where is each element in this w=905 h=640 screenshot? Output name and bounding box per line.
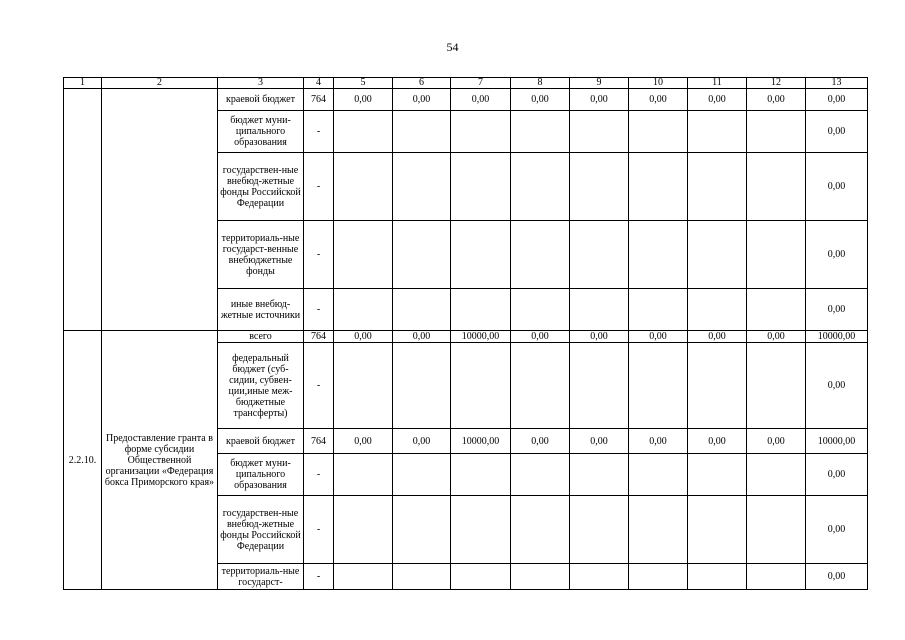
amount-cell: 0,00	[570, 89, 629, 111]
amount-cell	[688, 153, 747, 221]
amount-cell: 0,00	[511, 331, 570, 343]
amount-cell	[451, 221, 511, 289]
table-row	[64, 89, 868, 111]
amount-cell	[451, 153, 511, 221]
amount-cell	[334, 343, 393, 429]
amount-cell: 0,00	[806, 89, 868, 111]
column-number-row	[64, 78, 868, 89]
code-cell: -	[304, 564, 334, 590]
amount-cell	[511, 454, 570, 496]
column-number-header: 2	[102, 78, 218, 89]
amount-cell	[747, 221, 806, 289]
amount-cell: 0,00	[334, 429, 393, 454]
amount-cell	[570, 221, 629, 289]
amount-cell	[570, 153, 629, 221]
column-number-header: 4	[304, 78, 334, 89]
amount-cell	[511, 496, 570, 564]
funding-source-cell: всего	[218, 331, 304, 343]
amount-cell	[393, 564, 451, 590]
amount-cell	[393, 111, 451, 153]
item-name-cell: Предоставление гранта в форме субсидии Общественной организации «Федерация бокса Приморского края»	[102, 331, 218, 590]
amount-cell: 0,00	[688, 89, 747, 111]
amount-cell	[334, 454, 393, 496]
amount-cell: 0,00	[806, 496, 868, 564]
amount-cell	[451, 496, 511, 564]
funding-source-cell: территориаль-ные государст-венные внебюджетные фонды	[218, 221, 304, 289]
amount-cell	[334, 153, 393, 221]
amount-cell	[511, 343, 570, 429]
amount-cell	[334, 564, 393, 590]
amount-cell	[747, 111, 806, 153]
item-number-cell: 2.2.10.	[64, 331, 102, 590]
funding-source-cell: иные внебюд-жетные источники	[218, 289, 304, 331]
column-number-header: 9	[570, 78, 629, 89]
funding-source-cell: краевой бюджет	[218, 89, 304, 111]
amount-cell: 0,00	[747, 429, 806, 454]
column-number-header: 11	[688, 78, 747, 89]
amount-cell	[570, 111, 629, 153]
amount-cell	[629, 454, 688, 496]
item-name-cell	[102, 89, 218, 331]
amount-cell	[688, 454, 747, 496]
amount-cell	[451, 564, 511, 590]
amount-cell: 0,00	[806, 289, 868, 331]
column-number-header: 12	[747, 78, 806, 89]
budget-table	[63, 77, 868, 590]
amount-cell	[511, 221, 570, 289]
amount-cell: 0,00	[570, 331, 629, 343]
amount-cell	[688, 111, 747, 153]
code-cell: -	[304, 221, 334, 289]
amount-cell	[393, 289, 451, 331]
amount-cell: 10000,00	[806, 429, 868, 454]
amount-cell: 0,00	[806, 111, 868, 153]
column-number-header: 3	[218, 78, 304, 89]
amount-cell	[334, 111, 393, 153]
funding-source-cell: краевой бюджет	[218, 429, 304, 454]
amount-cell	[747, 153, 806, 221]
amount-cell	[747, 289, 806, 331]
code-cell: -	[304, 111, 334, 153]
amount-cell	[511, 289, 570, 331]
amount-cell	[688, 221, 747, 289]
amount-cell	[393, 153, 451, 221]
amount-cell	[629, 564, 688, 590]
code-cell: 764	[304, 331, 334, 343]
code-cell: 764	[304, 429, 334, 454]
page-number: 54	[446, 40, 459, 54]
column-number-header: 7	[451, 78, 511, 89]
amount-cell	[688, 564, 747, 590]
amount-cell	[570, 343, 629, 429]
amount-cell: 0,00	[806, 221, 868, 289]
amount-cell	[451, 343, 511, 429]
amount-cell	[334, 496, 393, 564]
amount-cell: 0,00	[570, 429, 629, 454]
amount-cell: 0,00	[629, 331, 688, 343]
amount-cell	[334, 289, 393, 331]
amount-cell: 0,00	[747, 89, 806, 111]
column-number-header: 5	[334, 78, 393, 89]
amount-cell	[629, 343, 688, 429]
amount-cell: 0,00	[629, 89, 688, 111]
item-number-cell	[64, 89, 102, 331]
amount-cell	[629, 496, 688, 564]
amount-cell	[511, 564, 570, 590]
code-cell: -	[304, 454, 334, 496]
amount-cell: 0,00	[688, 429, 747, 454]
amount-cell	[570, 289, 629, 331]
amount-cell	[570, 564, 629, 590]
code-cell: 764	[304, 89, 334, 111]
amount-cell: 0,00	[688, 331, 747, 343]
amount-cell: 0,00	[511, 89, 570, 111]
amount-cell: 0,00	[393, 429, 451, 454]
column-number-header: 1	[64, 78, 102, 89]
amount-cell	[747, 564, 806, 590]
amount-cell	[511, 111, 570, 153]
code-cell: -	[304, 496, 334, 564]
funding-source-cell: бюджет муни-ципального образования	[218, 111, 304, 153]
amount-cell	[393, 496, 451, 564]
amount-cell: 0,00	[511, 429, 570, 454]
column-number-header: 13	[806, 78, 868, 89]
amount-cell	[747, 496, 806, 564]
funding-source-cell: государствен-ные внебюд-жетные фонды Российской Федерации	[218, 496, 304, 564]
amount-cell: 0,00	[393, 331, 451, 343]
amount-cell: 0,00	[806, 153, 868, 221]
funding-source-cell: бюджет муни-ципального образования	[218, 454, 304, 496]
amount-cell	[570, 454, 629, 496]
funding-source-cell: государствен-ные внебюд-жетные фонды Российской Федерации	[218, 153, 304, 221]
code-cell: -	[304, 153, 334, 221]
funding-source-cell: территориаль-ные государст-	[218, 564, 304, 590]
amount-cell: 0,00	[451, 89, 511, 111]
amount-cell	[629, 289, 688, 331]
amount-cell	[511, 153, 570, 221]
amount-cell: 10000,00	[451, 331, 511, 343]
amount-cell: 0,00	[747, 331, 806, 343]
amount-cell: 10000,00	[451, 429, 511, 454]
amount-cell: 0,00	[393, 89, 451, 111]
amount-cell	[629, 111, 688, 153]
amount-cell	[688, 289, 747, 331]
code-cell: -	[304, 289, 334, 331]
amount-cell	[747, 343, 806, 429]
amount-cell	[393, 343, 451, 429]
amount-cell	[393, 221, 451, 289]
column-number-header: 6	[393, 78, 451, 89]
amount-cell: 0,00	[629, 429, 688, 454]
amount-cell	[688, 343, 747, 429]
amount-cell	[451, 454, 511, 496]
amount-cell	[451, 289, 511, 331]
amount-cell: 0,00	[806, 343, 868, 429]
amount-cell: 0,00	[334, 331, 393, 343]
amount-cell	[688, 496, 747, 564]
amount-cell: 0,00	[806, 454, 868, 496]
amount-cell: 0,00	[334, 89, 393, 111]
amount-cell	[570, 496, 629, 564]
amount-cell	[629, 221, 688, 289]
amount-cell	[393, 454, 451, 496]
amount-cell	[629, 153, 688, 221]
column-number-header: 8	[511, 78, 570, 89]
amount-cell: 0,00	[806, 564, 868, 590]
table-row	[64, 331, 868, 343]
amount-cell	[747, 454, 806, 496]
amount-cell: 10000,00	[806, 331, 868, 343]
funding-source-cell: федеральный бюджет (суб-сидии, субвен-ции,иные меж-бюджетные трансферты)	[218, 343, 304, 429]
amount-cell	[451, 111, 511, 153]
column-number-header: 10	[629, 78, 688, 89]
amount-cell	[334, 221, 393, 289]
code-cell: -	[304, 343, 334, 429]
